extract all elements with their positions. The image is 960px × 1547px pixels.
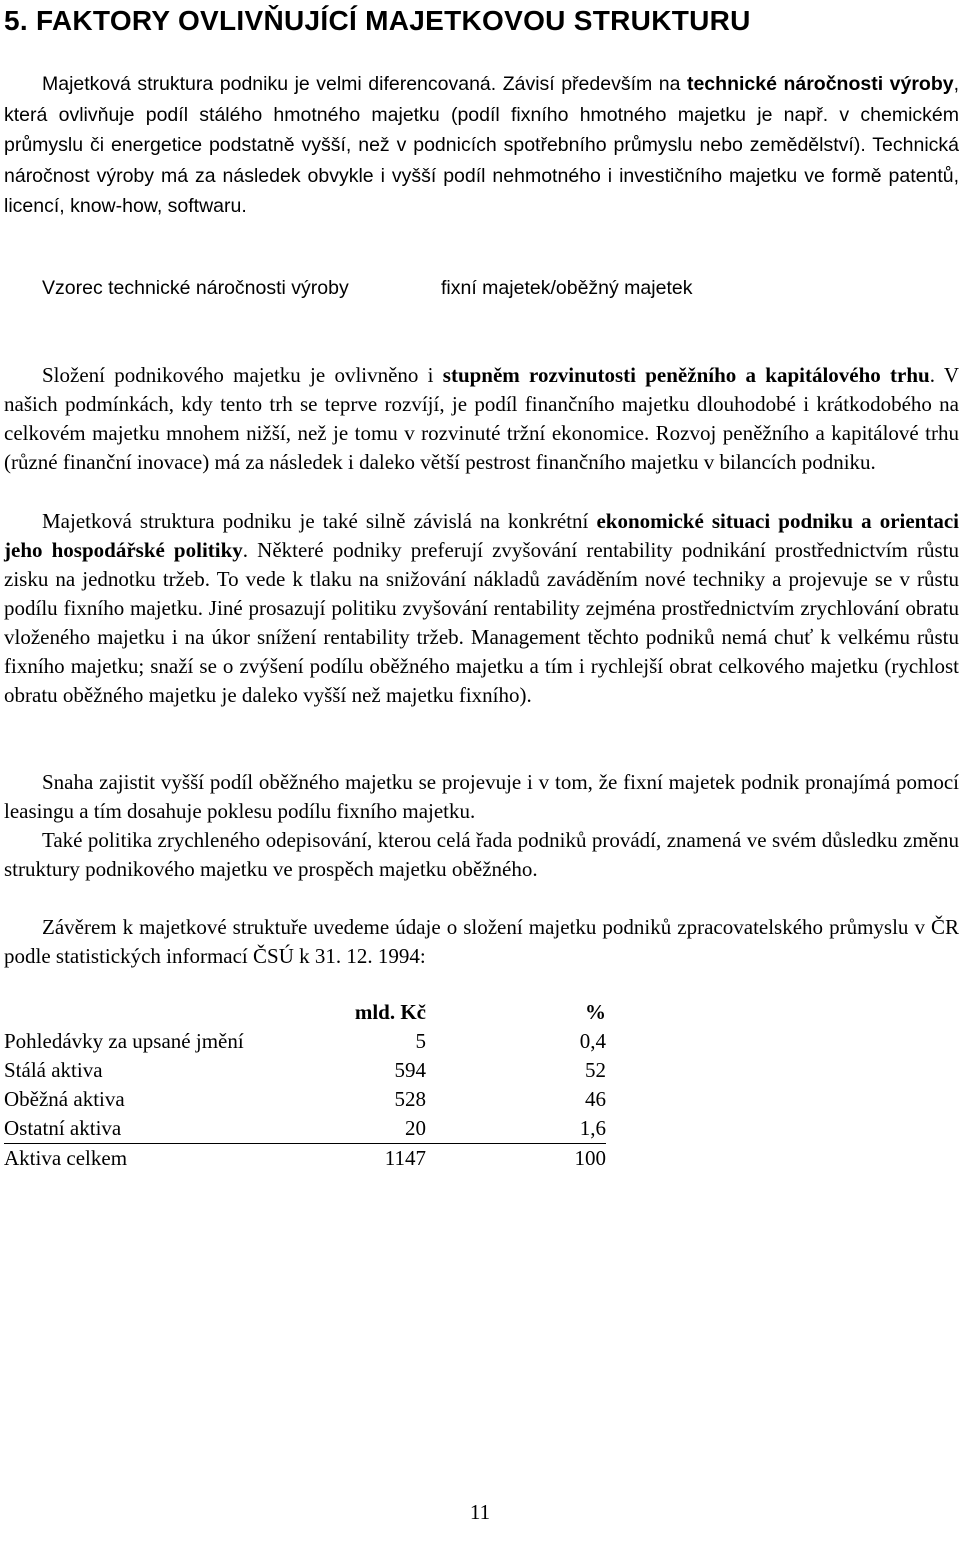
paragraph-conclusion: Závěrem k majetkové struktuře uvedeme údaje o složení majetku podniků zpracovatelského průmyslu v ČR podle statistických informací ČSÚ k 31. 12. 1994: [4, 915, 959, 968]
paragraph-text: , která ovlivňuje podíl stálého hmotného majetku (podíl fixního hmotného majetku je např. v chemickém průmyslu či energetice podstatně vyšší, než v podnicích spotřebního průmyslu nebo zemědělství). Technická náročnost výroby má za následek obvykle i vyšší podíl nehmotného i investičního majetku ve formě patentů, licencí, know-how, softwaru. [4, 73, 959, 217]
formula-label: Vzorec technické náročnosti výroby [42, 277, 349, 299]
paragraph-text: Složení podnikového majetku je ovlivněno i [42, 363, 443, 387]
paragraph-depreciation: Také politika zrychleného odepisování, kterou celá řada podniků provádí, znamená ve svém důsledku změnu struktury podnikového majetku ve prospěch majetku oběžného. [4, 828, 959, 881]
paragraph-text: . V našich podmínkách, kdy tento trh se teprve rozvíjí, je podíl finančního majetku dlouhodobé i krátkodobého na celkovém majetku mnohem nižší, než je tomu v rozvinuté tržní ekonomice. Rozvoj peněžního a kapitálové trhu (různé finanční inovace) má za následek i daleko větší pestrost finančního majetku v bilancích podniku. [4, 363, 959, 474]
asset-structure-table [4, 998, 606, 1173]
table-cell: 52 [585, 1058, 606, 1082]
table-cell: 5 [415, 1029, 426, 1053]
table-row-total [4, 1144, 606, 1174]
table-cell: 100 [574, 1146, 606, 1170]
table-cell: Oběžná aktiva [4, 1087, 125, 1111]
bold-term-capital-market: stupněm rozvinutosti peněžního a kapitálového trhu [442, 363, 930, 387]
table-cell: 1,6 [426, 1114, 606, 1144]
formula-expression: fixní majetek/oběžný majetek [441, 277, 693, 299]
table-header-cell [4, 998, 300, 1027]
paragraph-leasing: Snaha zajistit vyšší podíl oběžného majetku se projevuje i v tom, že fixní majetek podnik pronajímá pomocí leasingu a tím dosahuje poklesu podílu fixního majetku. [4, 770, 959, 823]
table-cell: 1147 [384, 1146, 426, 1170]
page-number: 11 [469, 1500, 491, 1524]
table-cell: 46 [585, 1087, 606, 1111]
bold-term-economic-situation: ekonomické situaci podniku a orientaci jeho hospodářské politiky [4, 509, 960, 562]
table-cell: Ostatní aktiva [4, 1114, 300, 1144]
table-cell: 594 [394, 1058, 426, 1082]
table-cell: Pohledávky za upsané jmění [4, 1029, 244, 1053]
paragraph-text: Majetková struktura podniku je také silně závislá na konkrétní [42, 509, 597, 533]
paragraph-text: Majetková struktura podniku je velmi diferencovaná. Závisí především na [42, 73, 687, 95]
table-header-cell: % [585, 1000, 606, 1024]
table-cell: Stálá aktiva [4, 1058, 103, 1082]
paragraph-economic-situation [4, 507, 959, 710]
table-row [4, 1085, 606, 1114]
table-cell: Aktiva celkem [4, 1146, 128, 1170]
paragraph-technical-demand [4, 69, 959, 222]
paragraph-capital-market [4, 361, 959, 477]
table-header-row [4, 998, 606, 1027]
table-row [4, 1114, 606, 1144]
table-cell: 20 [300, 1114, 426, 1144]
table-cell: 0,4 [579, 1029, 606, 1053]
table-header-cell: mld. Kč [354, 1000, 426, 1024]
table-row [4, 1027, 606, 1056]
section-heading: 5. FAKTORY OVLIVŇUJÍCÍ MAJETKOVOU STRUKTURU [4, 5, 751, 36]
table-cell: 528 [394, 1087, 426, 1111]
table-row [4, 1056, 606, 1085]
bold-term-technical-demand: technické náročnosti výroby [686, 73, 954, 95]
paragraph-text: . Některé podniky preferují zvyšování rentability podnikání prostřednictvím růstu zisku na jednotku tržeb. To vede k tlaku na snižování nákladů zaváděním nové techniky a projevuje se v růstu podílu fixního majetku. Jiné prosazují politiku zvyšování rentability zejména prostřednictvím zrychlování obratu vloženého majetku i na úkor snížení rentability tržeb. Management těchto podniků nemá chuť k velkému růstu fixního majetku; snaží se o zvýšení podílu oběžného majetku a tím i rychlejší obrat celkového majetku (rychlost obratu oběžného majetku je daleko vyšší než majetku fixního). [4, 538, 959, 707]
